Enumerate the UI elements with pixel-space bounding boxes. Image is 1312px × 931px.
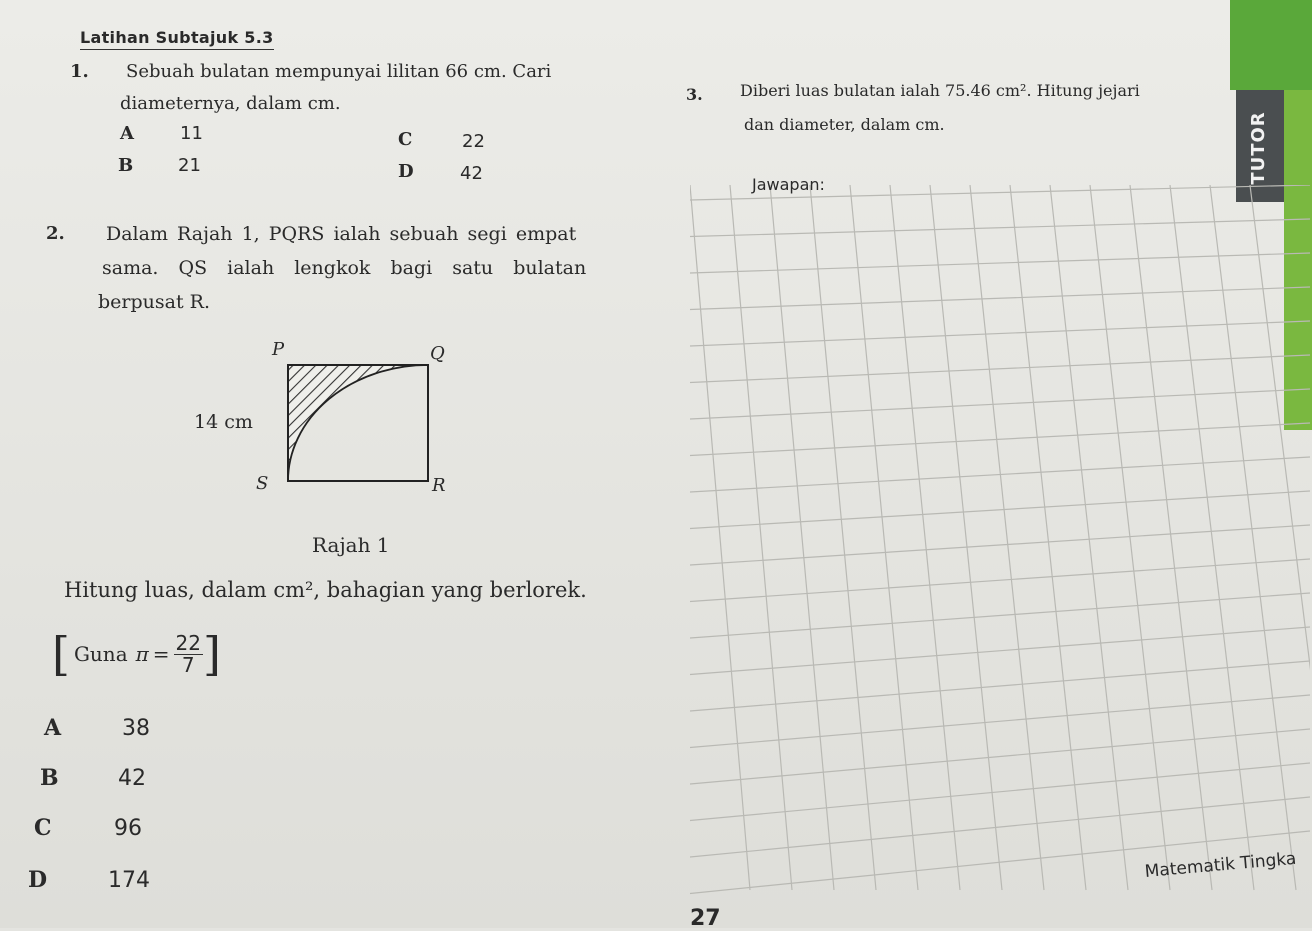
pi-fraction [174, 630, 203, 677]
bracket-right: ] [203, 627, 221, 681]
q2-option-b-value: 42 [118, 766, 146, 791]
pi-fraction-denominator: 7 [181, 652, 195, 677]
q2-option-d-letter: D [28, 867, 48, 893]
pi-fraction-numerator: 22 [175, 630, 201, 655]
q3-answer-label: Jawapan: [752, 175, 825, 194]
q2-question: Hitung luas, dalam cm², bahagian yang berlorek. [64, 578, 587, 602]
figure-caption: Rajah 1 [312, 533, 390, 557]
label-s: S [256, 473, 269, 494]
q1-line1: Sebuah bulatan mempunyai lilitan 66 cm. Cari [126, 61, 552, 82]
q2-line1: Dalam Rajah 1, PQRS ialah sebuah segi empat [106, 223, 577, 245]
q1-option-d-value: 42 [460, 163, 483, 184]
equals-sign: = [152, 642, 170, 666]
bracket-left: [ [52, 627, 70, 681]
q1-number: 1. [70, 61, 89, 82]
shaded-region [288, 365, 428, 481]
q2-option-a-letter: A [44, 715, 62, 741]
q2-option-c-value: 96 [114, 816, 142, 841]
q2-option-c-letter: C [34, 815, 52, 841]
q1-option-c-letter: C [398, 129, 413, 150]
q2-number: 2. [46, 223, 65, 244]
q1-option-d-letter: D [398, 161, 414, 182]
q1-option-a-letter: A [120, 123, 134, 144]
q1-option-b-value: 21 [178, 155, 201, 176]
q1-option-b-letter: B [118, 155, 134, 176]
q2-line2: sama. QS ialah lengkok bagi satu bulatan [102, 257, 587, 279]
answer-grid [690, 185, 1310, 905]
q1-option-a-value: 11 [180, 123, 203, 144]
q2-line3: berpusat R. [98, 291, 210, 313]
tutor-label: TUTOR [1248, 111, 1269, 185]
corner-logo-decoration [1230, 0, 1312, 90]
q2-option-d-value: 174 [108, 868, 150, 893]
side-length-label: 14 cm [194, 411, 253, 433]
page-number: 27 [690, 906, 721, 931]
pi-hint [52, 626, 221, 682]
q1-option-c-value: 22 [462, 131, 485, 152]
section-title: Latihan Subtajuk 5.3 [80, 28, 274, 50]
footer-subject: Matematik Tingka [1144, 848, 1298, 882]
label-q: Q [430, 343, 445, 364]
q3-line1: Diberi luas bulatan ialah 75.46 cm². Hitung jejari [740, 81, 1140, 100]
label-r: R [432, 475, 446, 496]
q1-line2: diameternya, dalam cm. [120, 93, 341, 114]
pi-hint-guna: Guna [73, 642, 128, 666]
q2-option-a-value: 38 [122, 716, 150, 741]
pi-symbol: π [135, 642, 149, 666]
q2-option-b-letter: B [40, 765, 59, 791]
q3-number: 3. [686, 85, 703, 104]
q3-line2: dan diameter, dalam cm. [744, 115, 945, 134]
label-p: P [272, 339, 285, 360]
rajah-1-figure [280, 355, 440, 485]
